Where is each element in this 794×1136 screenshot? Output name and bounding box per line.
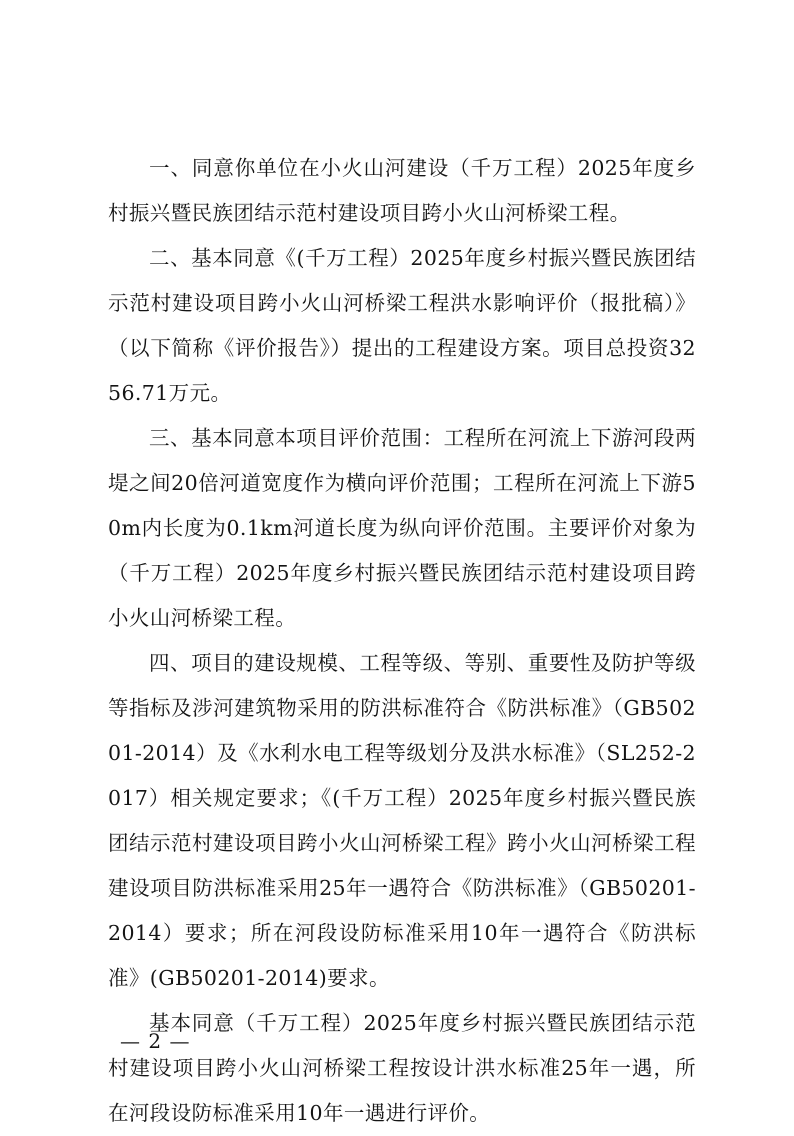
- paragraph-item-2: 二、基本同意《(千万工程）2025年度乡村振兴暨民族团结示范村建设项目跨小火山河桥梁工程洪水影响评价（报批稿）》（以下简称《评价报告》）提出的工程建设方案。项目总投资3256.71万元。: [108, 246, 696, 405]
- document-body: [108, 146, 696, 1136]
- page-number: — 2 —: [120, 1029, 191, 1053]
- paragraph-item-3: 三、基本同意本项目评价范围：工程所在河流上下游河段两堤之间20倍河道宽度作为横向评价范围；工程所在河流上下游50m内长度为0.1km河道长度为纵向评价范围。主要评价对象为（千万工程）2025年度乡村振兴暨民族团结示范村建设项目跨小火山河桥梁工程。: [108, 426, 696, 630]
- paragraph-item-4: 四、项目的建设规模、工程等级、等别、重要性及防护等级等指标及涉河建筑物采用的防洪标准符合《防洪标准》（GB50201-2014）及《水利水电工程等级划分及洪水标准》（SL252-2017）相关规定要求；《(千万工程）2025年度乡村振兴暨民族团结示范村建设项目跨小火山河桥梁工程》跨小火山河桥梁工程建设项目防洪标准采用25年一遇符合《防洪标准》（GB50201-2014）要求；所在河段设防标准采用10年一遇符合《防洪标准》(GB50201-2014)要求。: [108, 651, 696, 990]
- paragraph-item-1: 一、同意你单位在小火山河建设（千万工程）2025年度乡村振兴暨民族团结示范村建设项目跨小火山河桥梁工程。: [108, 156, 696, 225]
- paragraph-conclusion: 基本同意（千万工程）2025年度乡村振兴暨民族团结示范村建设项目跨小火山河桥梁工程按设计洪水标准25年一遇，所在河段设防标准采用10年一遇进行评价。: [108, 1011, 696, 1125]
